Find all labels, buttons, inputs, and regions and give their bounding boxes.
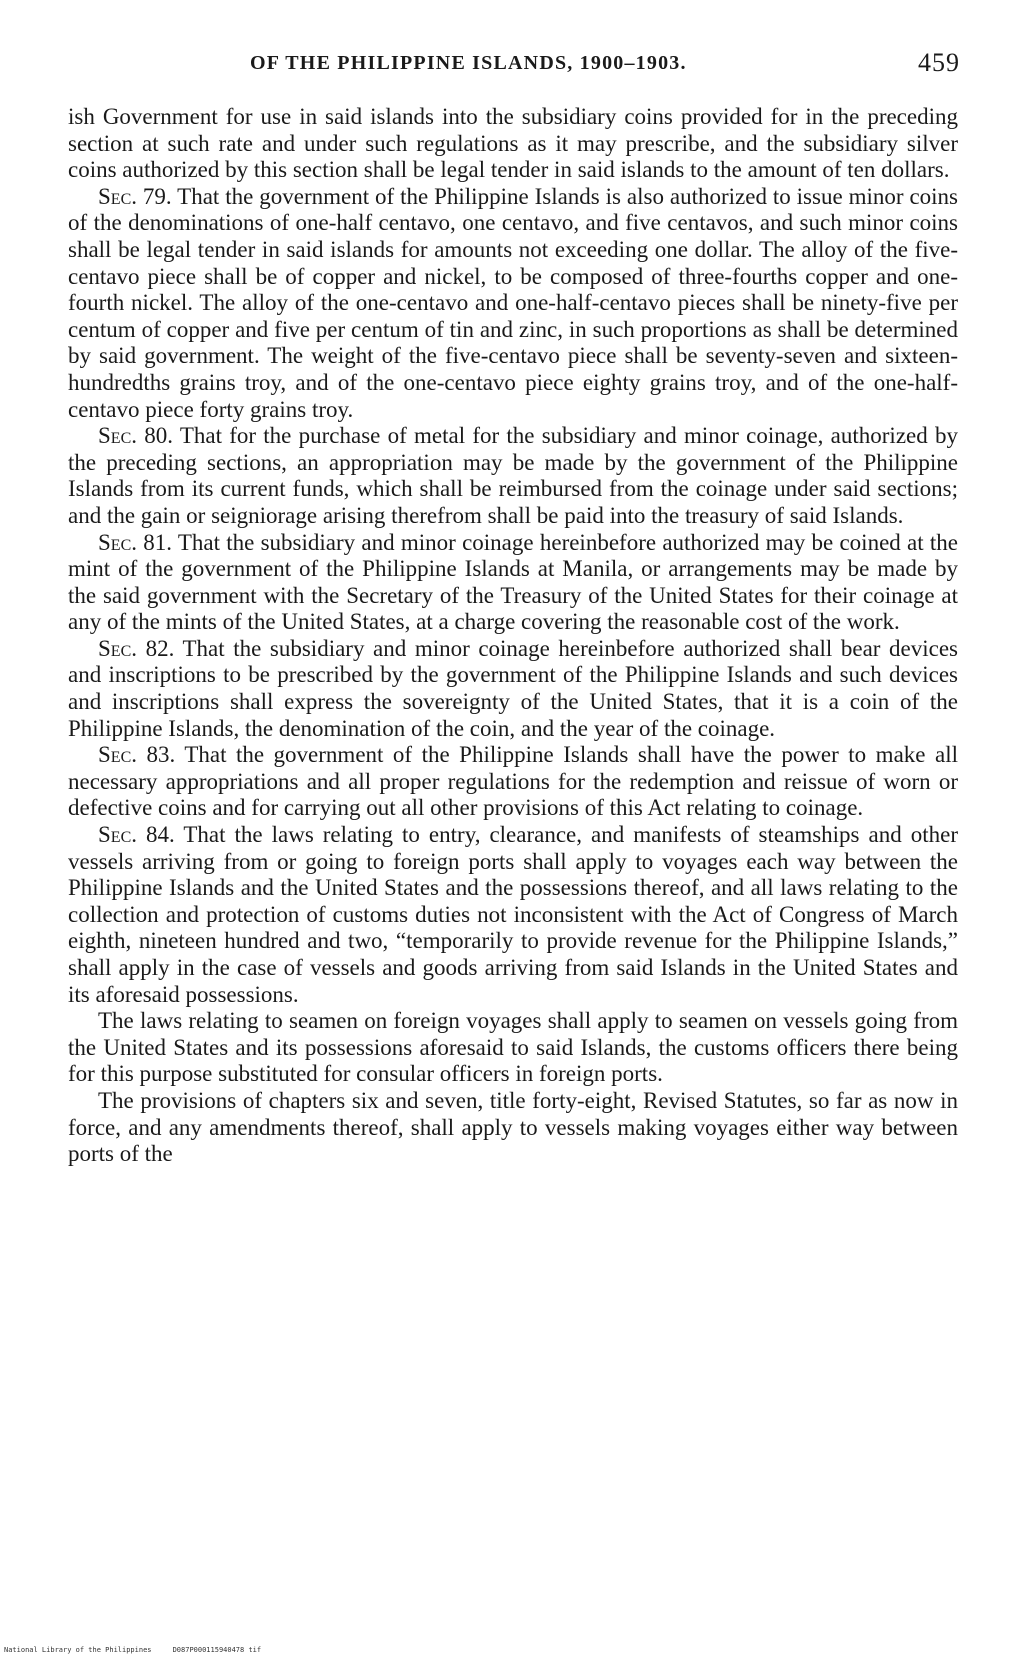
paragraph-text: That the subsidiary and minor coinage hereinbefore authorized may be coined at the mint of the government of the Philippine Islands at Manila, or arrangements may be made by the said government with the Secretary of the Treasury of the United States for their coinage at any of the mints of the United States, at a charge covering the reasonable cost of the work. bbox=[68, 529, 958, 635]
paragraph-continuation bbox=[68, 104, 958, 184]
paragraph-revised-statutes bbox=[68, 1088, 958, 1168]
section-80 bbox=[68, 423, 958, 529]
section-label: Sec. 80. bbox=[98, 423, 173, 449]
section-label: Sec. 82. bbox=[98, 635, 175, 661]
section-84 bbox=[68, 822, 958, 1008]
body-text bbox=[68, 104, 958, 1168]
scan-credit: National Library of the Philippines bbox=[4, 1646, 152, 1654]
page-number: 459 bbox=[918, 48, 960, 77]
page-header bbox=[60, 48, 960, 86]
paragraph-text: That the subsidiary and minor coinage hereinbefore authorized shall bear devices and inscriptions to be prescribed by the government of the Philippine Islands and such devices and inscriptions shall express the sovereignty of the United States, that it is a coin of the Philippine Islands, the denomination of the coin, and the year of the coinage. bbox=[68, 635, 958, 741]
running-title: OF THE PHILIPPINE ISLANDS, 1900–1903. bbox=[250, 52, 687, 74]
paragraph-text: That the government of the Philippine Islands is also authorized to issue minor coins of the denominations of one-half centavo, one centavo, and five centavos, and such minor coins shall be legal tender in said islands for amounts not exceeding one dollar. The alloy of the five-centavo piece shall be of copper and nickel, to be composed of three-fourths copper and one-fourth nickel. The alloy of the one-centavo and one-half-centavo pieces shall be ninety-five per centum of copper and five per centum of tin and zinc, in such proportions as shall be determined by said government. The weight of the five-centavo piece shall be seventy-seven and sixteen-hundredths grains troy, and of the one-centavo piece eighty grains troy, and of the one-half-centavo piece forty grains troy. bbox=[68, 183, 958, 422]
paragraph-text: The laws relating to seamen on foreign voyages shall apply to seamen on vessels going from the United States and its possessions aforesaid to said Islands, the customs officers there being for this purpose substituted for consular officers in foreign ports. bbox=[68, 1008, 958, 1087]
section-81 bbox=[68, 530, 958, 636]
paragraph-text: The provisions of chapters six and seven, title forty-eight, Revised Statutes, so far as now in force, and any amendments thereof, shall apply to vessels making voyages either way between ports of the bbox=[68, 1087, 958, 1167]
section-79 bbox=[68, 184, 958, 423]
paragraph-text: That the government of the Philippine Islands shall have the power to make all necessary appropriations and all proper regulations for the redemption and reissue of worn or defective coins and for carrying out all other provisions of this Act relating to coinage. bbox=[68, 742, 958, 821]
paragraph-text: That for the purchase of metal for the subsidiary and minor coinage, authorized by the preceding sections, an appropriation may be made by the government of the Philippine Islands from its current funds, which shall be reimbursed from the coinage under said sections; and the gain or seigniorage arising therefrom shall be paid into the treasury of said Islands. bbox=[68, 423, 958, 528]
paragraph-text: ish Government for use in said islands into the subsidiary coins provided for in the preceding section at such rate and under such regulations as it may prescribe, and the subsidiary silver coins authorized by this section shall be legal tender in said islands to the amount of ten dollars. bbox=[68, 104, 958, 183]
scan-id: D087P000115940478 tif bbox=[172, 1646, 262, 1654]
section-label: Sec. 79. bbox=[98, 183, 172, 209]
paragraph-text: That the laws relating to entry, clearance, and manifests of steamships and other vessels arriving from or going to foreign ports shall apply to voyages each way between the Philippine Islands and the United States and the possessions thereof, and all laws relating to the collection and protection of customs duties not inconsistent with the Act of Congress of March eighth, nineteen hundred and two, “temporarily to provide revenue for the Philippine Islands,” shall apply in the case of vessels and goods arriving from said Islands in the United States and its aforesaid possessions. bbox=[68, 822, 958, 1007]
section-83 bbox=[68, 742, 958, 822]
section-label: Sec. 84. bbox=[98, 822, 175, 848]
paragraph-seamen bbox=[68, 1008, 958, 1088]
section-label: Sec. 81. bbox=[98, 529, 172, 555]
scan-footer bbox=[4, 1646, 261, 1654]
section-label: Sec. 83. bbox=[98, 742, 176, 768]
section-82 bbox=[68, 636, 958, 742]
